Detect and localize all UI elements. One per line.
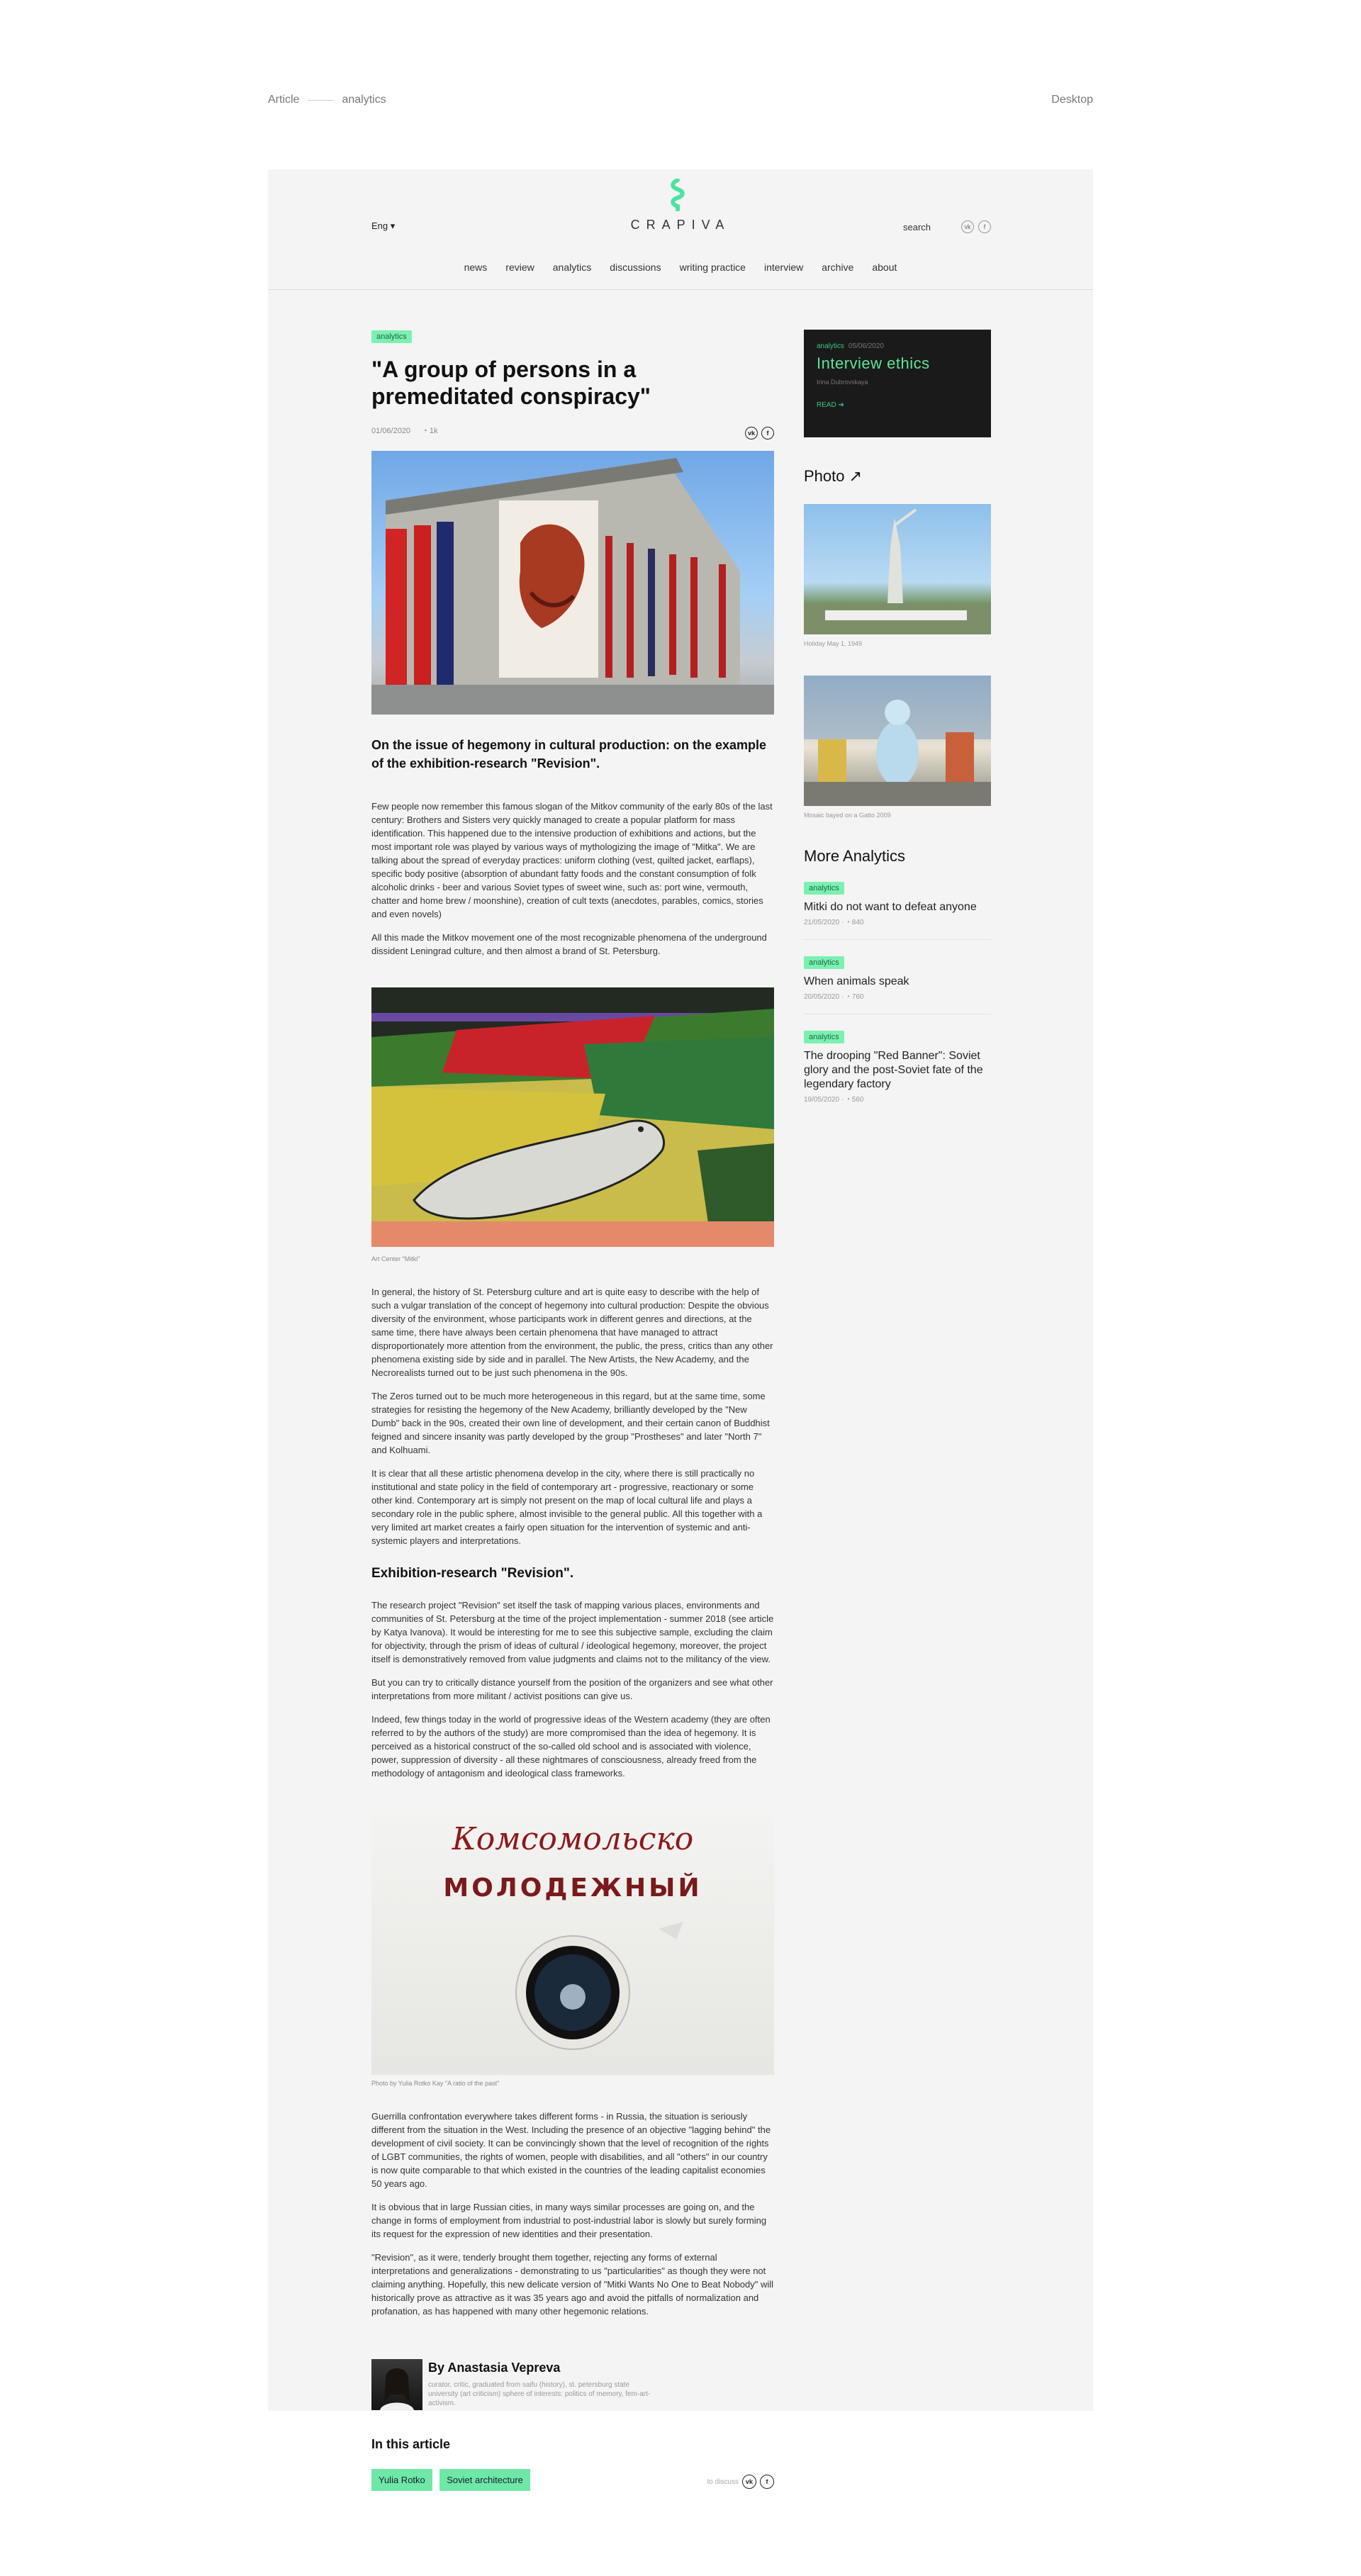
photo-1[interactable] (804, 504, 991, 634)
paragraph: The Zeros turned out to be much more heterogeneous in this regard, but at the same time, some strategies for resisting the hegemony of the New Academy, brilliantly developed by the "New Dumb" back in the 90s, created their own line of development, and their certain canon of Buddhist feigned and sincere insanity was partly developed by the group "Prostheses" and later "North 7" and Kolhuami. (371, 1391, 770, 1455)
section-heading: Exhibition-research "Revision". (371, 1566, 574, 1581)
page-frame (268, 169, 1093, 2486)
paragraph: Indeed, few things today in the world of progressive ideas of the Western academy (they are often referred to by the authors of the study) are more compromised than the idea of hegemony. It is perceived as a historical construct of the so-called old school and is associated with violence, power, suppression of diversity - all these nightmares of consciousness, already freed from the methodology of antagonism and ideological class frameworks. (371, 1714, 771, 1779)
device-label: Desktop (1051, 94, 1093, 106)
search-link[interactable]: search (903, 222, 931, 233)
language-selector[interactable]: Eng ▾ (371, 220, 396, 231)
more-item-views: 840 (851, 919, 864, 926)
nav-item-archive[interactable]: archive (822, 262, 854, 273)
nav-item-writing-practice[interactable]: writing practice (679, 262, 746, 273)
photo-section-title[interactable]: Photo ↗ (804, 467, 863, 485)
author-block (371, 2359, 774, 2410)
more-item-tag[interactable]: analytics (804, 956, 844, 969)
paragraph: Guerrilla confrontation everywhere takes different forms - in Russia, the situation is seriously different from the situation in the West. Including the presence of an objective "lagging behind" the development of civil society. It can be convincingly shown that the level of recognition of the rights of LGBT communities, the rights of women, people with disabilities, and all "others" in our country is now quite comparable to that which existed in the countries of the leading capitalist economies 50 years ago. (371, 2111, 771, 2189)
promo-read-link[interactable]: READ ➔ (817, 401, 844, 409)
vk-share-icon[interactable]: vk (745, 427, 758, 439)
figure-mosaic (371, 987, 774, 1262)
photo-1-illustration (804, 504, 991, 634)
nav-item-discussions[interactable]: discussions (610, 262, 661, 273)
hero-illustration (371, 451, 774, 715)
paragraph: In general, the history of St. Petersburg culture and art is quite easy to describe with the help of such a vulgar translation of the concept of hegemony into cultural production: Despite the obvious diversity of the environment, whose participants work in different genres and directions, at the same time, there have always been certain phenomena that have managed to attract disproportionately more attention from the environment, the public, the press, critics than any other phenomena existing side by side and in parallel. The New Artists, the New Academy, and the Necrorealists turned out to be just such phenomena in the 90s. (371, 1287, 773, 1378)
facebook-discuss-icon[interactable]: f (760, 2475, 774, 2489)
promo-author: Irina Dubrovskaya (817, 379, 868, 386)
more-item-date: 20/05/2020 (804, 993, 840, 1001)
more-item-title[interactable]: Mitki do not want to defeat anyone (804, 901, 977, 913)
photo-2-illustration (804, 676, 991, 806)
promo-title[interactable]: Interview ethics (817, 354, 930, 372)
more-item-meta: 21/05/2020 · ◔ 840 (804, 919, 864, 926)
promo-kicker (817, 342, 978, 350)
photo-2-caption: Mosaic bayed on a Gatto 2009 (804, 812, 891, 819)
more-item[interactable] (804, 881, 991, 940)
article-meta (371, 427, 774, 441)
promo-date: 05/06/2020 (848, 342, 884, 350)
nav-item-review[interactable]: review (505, 262, 534, 273)
article-tag[interactable]: analytics (371, 330, 412, 343)
breadcrumb-current: analytics (342, 94, 386, 106)
mosaic-image (371, 987, 774, 1247)
breadcrumb-bar (268, 94, 1093, 115)
nav-item-analytics[interactable]: analytics (552, 262, 592, 273)
share-buttons (745, 427, 774, 439)
paragraph: It is obvious that in large Russian cities, in many ways similar processes are going on, and the change in forms of employment from industrial to post-industrial labor is slowly but surely forming its request for the expression of new identities and their presentation. (371, 2202, 767, 2239)
author-bio: curator, critic, graduated from saifu (history), st. petersburg state university (art criticism) sphere of interests: politics of memory, fem-art-activism. (428, 2381, 651, 2407)
discuss-row (707, 2475, 774, 2489)
logo-text[interactable]: CRAPIVA (630, 218, 731, 232)
figure-sign (371, 1815, 774, 2087)
more-item-views: 760 (851, 993, 864, 1001)
facebook-share-icon[interactable]: f (761, 427, 774, 439)
nav-item-news[interactable]: news (464, 262, 488, 273)
more-analytics-title: More Analytics (804, 847, 906, 865)
article-date: 01/06/2020 (371, 427, 411, 435)
article-lead: On the issue of hegemony in cultural production: on the example of the exhibition-research "Revision". (371, 738, 767, 771)
paragraph: All this made the Mitkov movement one of the most recognizable phenomena of the underground dissident Leningrad culture, and then almost a brand of St. Petersburg. (371, 932, 767, 956)
in-article-heading: In this article (371, 2437, 451, 2451)
main-nav (268, 262, 1093, 273)
site-header (268, 169, 1093, 290)
nav-item-about[interactable]: about (872, 262, 897, 273)
tag-yulia-rotko[interactable]: Yulia Rotko (371, 2469, 432, 2491)
breadcrumb-root[interactable]: Article (268, 94, 300, 106)
article-title: "A group of persons in a premeditated conspiracy" (371, 357, 651, 409)
sign-line-1: Комсомольско (452, 1821, 694, 1857)
discuss-label[interactable]: to discuss (707, 2477, 739, 2486)
sign-line-2: МОЛОДЕЖНЫЙ (443, 1874, 702, 1903)
header-social (961, 220, 991, 233)
hero-image (371, 451, 774, 715)
more-item[interactable] (804, 1030, 991, 1116)
sign-image (371, 1815, 774, 2075)
more-item-title[interactable]: When animals speak (804, 975, 909, 987)
paragraph: But you can try to critically distance yourself from the position of the organizers and see what other interpretations from more militant / activist positions can give us. (371, 1677, 773, 1701)
more-item[interactable] (804, 956, 991, 1014)
more-item-title[interactable]: The drooping "Red Banner": Soviet glory and the post-Soviet fate of the legendary factory (804, 1050, 983, 1090)
facebook-icon[interactable]: f (978, 220, 991, 233)
figure-caption: Art Center "Mitki" (371, 1255, 420, 1262)
breadcrumb-divider (308, 100, 333, 101)
promo-tag: analytics (817, 342, 844, 350)
author-name[interactable]: By Anastasia Vepreva (428, 2361, 561, 2375)
more-item-date: 21/05/2020 (804, 919, 840, 926)
paragraph: Few people now remember this famous slogan of the Mitkov community of the early 80s of the last century: Brothers and Sisters very quickly managed to create a popular platform for mass identification. This happened due to the intensive production of exhibitions and actions, but the most important role was played by various ways of mythologizing the image of "Mitka". We are talking about the spread of everyday practices: uniform clothing (vest, quilted jacket, earflaps), specific body positive (absorption of abundant fatty foods and the constant consumption of folk alcoholic drinks - beer and various Soviet types of sweet wine, such as: port wine, vermouth, chatter and home brew / moonshine), creation of cult texts (anecdotes, parables, comics, stories and even novels) (371, 801, 773, 919)
figure-caption: Photo by Yulia Rotko Kay "A ratio of the past" (371, 2080, 500, 2087)
author-avatar[interactable] (371, 2359, 422, 2410)
paragraph: It is clear that all these artistic phenomena develop in the city, where there is still practically no institutional and state policy in the field of contemporary art - progressive, reactionary or some other kind. Contemporary art is simply not present on the map of local cultural life and plays a secondary role in the public sphere, almost invisible to the general public. All this together with a very limited art market creates a fairly open situation for the intervention of systemic and anti-systemic players and interpretations. (371, 1468, 763, 1546)
sidebar (804, 330, 991, 1116)
vk-icon[interactable]: vk (961, 220, 974, 233)
more-item-views: 560 (851, 1096, 864, 1104)
nav-item-interview[interactable]: interview (763, 262, 804, 273)
photo-1-caption: Holiday May 1, 1949 (804, 640, 863, 647)
photo-2[interactable] (804, 676, 991, 806)
paragraph: "Revision", as it were, tenderly brought them together, rejecting any forms of external interpretations and generalizations - demonstrating to us "particularities" as though they were not claiming anything. Hopefully, this new delicate version of "Mitki Wants No One to Beat Nobody" will historically prove as attractive as it was 35 years ago and avoid the pitfalls of normalization and profanation, as has happened with many other hegemonic relations. (371, 2252, 774, 2317)
more-item-tag[interactable]: analytics (804, 1031, 844, 1043)
article (371, 330, 774, 2493)
more-item-tag[interactable]: analytics (804, 882, 844, 895)
article-views: 1k (429, 427, 438, 435)
logo-icon[interactable] (668, 179, 687, 211)
article-tags (371, 2469, 774, 2493)
breadcrumb (268, 94, 386, 106)
paragraph: The research project "Revision" set itself the task of mapping various places, environments and communities of St. Petersburg at the time of the project implementation - summer 2018 (see article by Katya Ivanova). It would be interesting for me to see this subjective sample, excluding the claim for objectivity, through the prism of ideas of cultural / ideological hegemony, moreover, the project itself is demonstratively removed from value judgments and claims not to the militancy of the view. (371, 1600, 774, 1664)
vk-discuss-icon[interactable]: vk (742, 2475, 756, 2489)
more-item-date: 19/05/2020 (804, 1096, 840, 1104)
promo-card[interactable] (804, 330, 991, 437)
tag-soviet-architecture[interactable]: Soviet architecture (439, 2469, 530, 2491)
porthole-illustration (371, 1815, 774, 2075)
author-portrait (371, 2359, 422, 2410)
more-item-meta: 20/05/2020 · ◔ 760 (804, 993, 864, 1001)
more-item-meta: 19/05/2020 · ◔ 560 (804, 1096, 864, 1104)
views-icon: ◔ (422, 427, 427, 435)
